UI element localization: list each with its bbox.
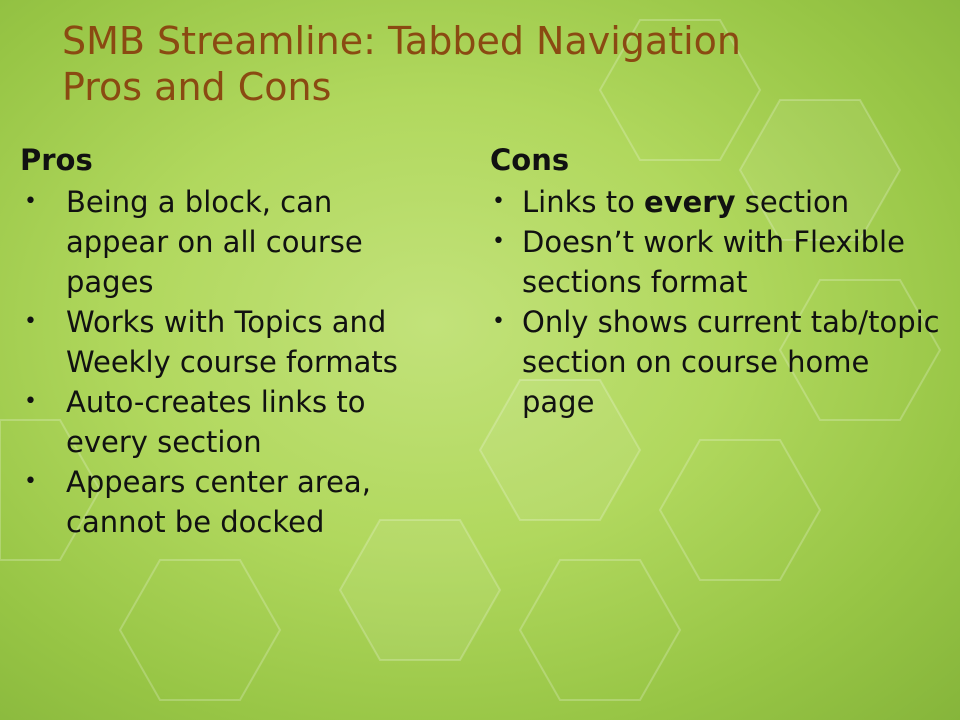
pros-item-text: Appears center area, cannot be docked — [66, 465, 371, 539]
pros-item-text: Works with Topics and Weekly course formats — [66, 305, 398, 379]
slide-title-line-1: SMB Streamline: Tabbed Navigation — [62, 19, 741, 63]
bullet-icon: • — [492, 309, 505, 334]
cons-column — [490, 140, 940, 422]
cons-list — [490, 182, 940, 422]
pros-item-text: Being a block, can appear on all course pages — [66, 185, 363, 299]
cons-item-prefix: Links to — [522, 185, 645, 219]
cons-item-text: Only shows current tab/topic section on course home page — [522, 305, 940, 419]
cons-item-emphasis: every — [644, 185, 736, 219]
cons-item-suffix: section — [735, 185, 850, 219]
pros-heading: Pros — [20, 143, 93, 177]
bullet-icon: • — [24, 189, 37, 214]
pros-list-item — [20, 182, 440, 302]
pros-list-item — [20, 302, 440, 382]
bullet-icon: • — [24, 389, 37, 414]
cons-item-text: Doesn’t work with Flexible sections format — [522, 225, 905, 299]
cons-list-item — [490, 302, 940, 422]
pros-list-item — [20, 382, 440, 462]
bullet-icon: • — [24, 469, 37, 494]
bullet-icon: • — [492, 189, 505, 214]
pros-column — [20, 140, 440, 542]
slide-title-line-2: Pros and Cons — [62, 65, 332, 109]
slide-title — [62, 18, 922, 110]
cons-heading: Cons — [490, 143, 570, 177]
pros-item-text: Auto-creates links to every section — [66, 385, 366, 459]
pros-list-item — [20, 462, 440, 542]
cons-list-item — [490, 222, 940, 302]
bullet-icon: • — [24, 309, 37, 334]
pros-list — [20, 182, 440, 542]
cons-list-item — [490, 182, 940, 222]
bullet-icon: • — [492, 229, 505, 254]
